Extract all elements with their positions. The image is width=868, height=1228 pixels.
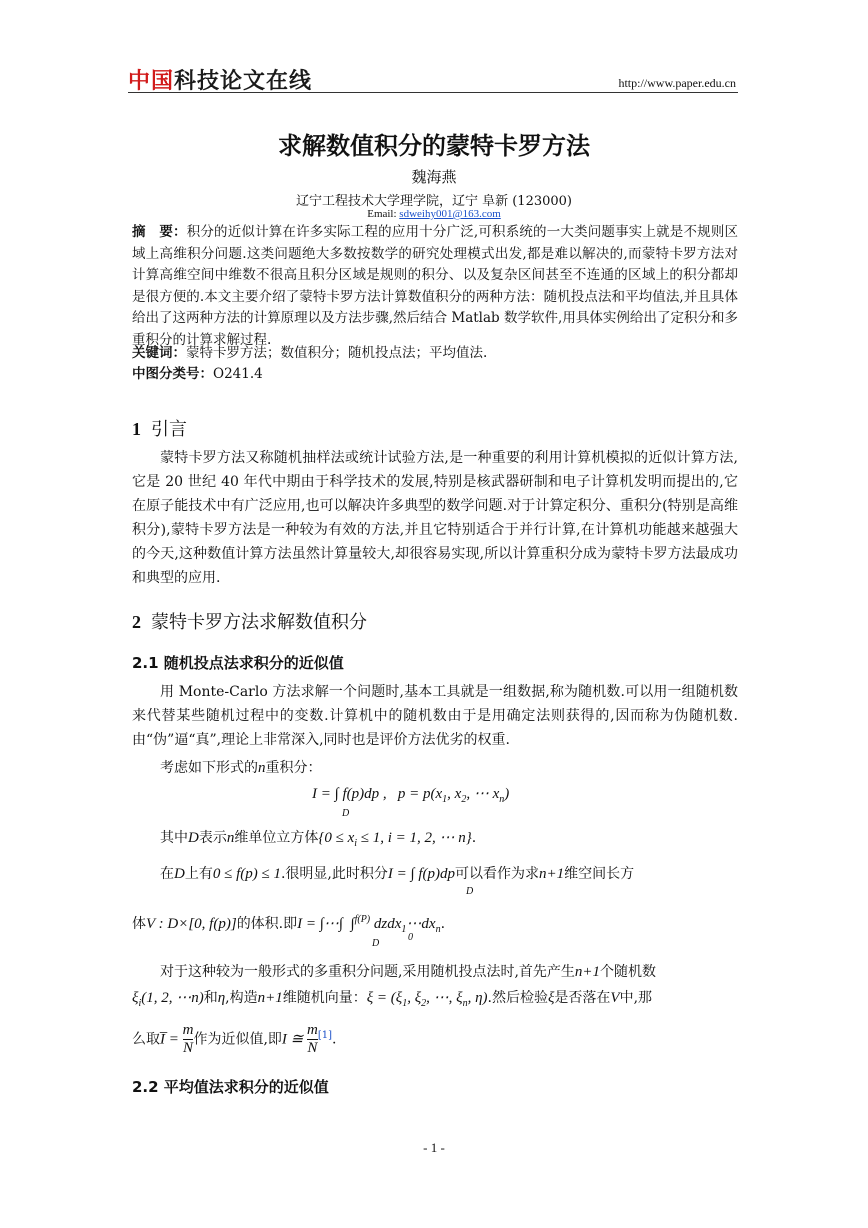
formula-domain-label: D	[342, 808, 350, 819]
section-2-1-paragraph-2: 考虑如下形式的n重积分：	[160, 760, 322, 776]
header-rule	[128, 92, 738, 93]
section-1-heading: 1 引言	[132, 419, 187, 440]
email-link[interactable]: sdweihy001@163.com	[399, 208, 501, 220]
section-2-1-heading: 2.1 随机投点法求积分的近似值	[132, 654, 344, 672]
paper-title: 求解数值积分的蒙特卡罗方法	[278, 132, 590, 160]
section-2-1-paragraph-4: 在D上有0 ≤ f(p) ≤ 1.很明显,此时积分I = ∫ f(p)dp可以看作为求n+1维空间长方	[160, 866, 635, 882]
email-line: Email: sdweihy001@163.com	[367, 208, 501, 220]
abstract: 摘 要：积分的近似计算在许多实际工程的应用十分广泛,可积系统的一大类问题事实上就是不规则区域上高维积分问题.这类问题绝大多数按数学的研究处理模式出发,都是难以解决的,而蒙特卡罗方法对计算高维空间中维数不很高且积分区域是规则的积分、以及复杂区间甚至不连通的区域上的积分都却是很方便的.本文主要介绍了蒙特卡罗方法计算数值积分的两种方法：随机投点法和平均值法,并且具体给出了这两种方法的计算原理以及方法步骤,然后结合 Matlab 数学软件,用具体实例给出了定积分和多重积分的计算求解过程.	[132, 224, 738, 348]
section-2-1-paragraph-1: 用 Monte-Carlo 方法求解一个问题时,基本工具就是一组数据,称为随机数.可以用一组随机数来代替某些随机过程中的变数.计算机中的随机数由于是用确定法则获得的,因而称为伪随机数.由“伪”逼“真”,理论上非常深入,同时也是评价方法优劣的权重.	[132, 684, 738, 748]
keywords: 关键词：蒙特卡罗方法；数值积分；随机投点法；平均值法.	[132, 345, 488, 361]
section-2-1-paragraph-5: 体V : D×[0, f(p)]的体积.即I = ∫⋯∫ ∫$^{f(P)}$ $dzdx_1\cdots dx_n$.	[132, 914, 446, 935]
section-2-1-paragraph-8: 么取I̅ = $\frac{m}{N}$ 作为近似值,即I ≅ $\frac{m}{N}$ [1].	[132, 1022, 337, 1056]
journal-logo: 中国科技论文在线	[128, 69, 313, 94]
author: 魏海燕	[411, 168, 457, 186]
formula-domain-label-3: D	[372, 938, 380, 949]
section-1-paragraph: 蒙特卡罗方法又称随机抽样法或统计试验方法,是一种重要的利用计算机模拟的近似计算方法,它是 20 世纪 40 年代中期由于科学技术的发展,特别是核武器研制和电子计算机发明而提出的,它在原子能技术中有广泛应用,也可以解决许多典型的数学问题.对于计算定积分、重积分(特别是高维积分),蒙特卡罗方法是一种较为有效的方法,并且它特别适合于并行计算,在计算机功能越来越强大的今天,这种数值计算方法虽然计算量较大,却很容易实现,所以计算重积分成为蒙特卡罗方法最成功和典型的应用.	[132, 450, 738, 586]
section-2-2-heading: 2.2 平均值法求积分的近似值	[132, 1078, 329, 1096]
affiliation: 辽宁工程技术大学理学院，辽宁 阜新 (123000)	[295, 194, 573, 209]
clc: 中图分类号：O241.4	[132, 366, 263, 382]
formula-domain-label-2: D	[466, 886, 474, 897]
section-2-1-paragraph-7: $\xi_i(1$, 2, ⋯n)和η,构造n+1维随机向量：$\xi = (\xi_1$, $\xi_2$, ⋯, $\xi_n$, η).然后检验ξ是否落在V中,那	[132, 990, 653, 1009]
formula-lower-limit: 0	[408, 932, 413, 943]
page-number: - 1 -	[423, 1140, 445, 1155]
section-2-1-paragraph-3: 其中D表示n维单位立方体{$0 \le x_i \le 1$, i = 1, 2, ⋯ n}.	[160, 830, 477, 849]
section-2-heading: 2 蒙特卡罗方法求解数值积分	[132, 612, 367, 633]
formula-integral-definition: I = ∫ f(p)dp , $p = p(x_1$, $x_2$, ⋯ $x_n$)	[312, 786, 510, 805]
header-url[interactable]: http://www.paper.edu.cn	[618, 76, 736, 90]
citation-1[interactable]: [1]	[317, 1029, 333, 1041]
section-2-1-paragraph-6: 对于这种较为一般形式的多重积分问题,采用随机投点法时,首先产生n+1个随机数	[160, 964, 657, 980]
